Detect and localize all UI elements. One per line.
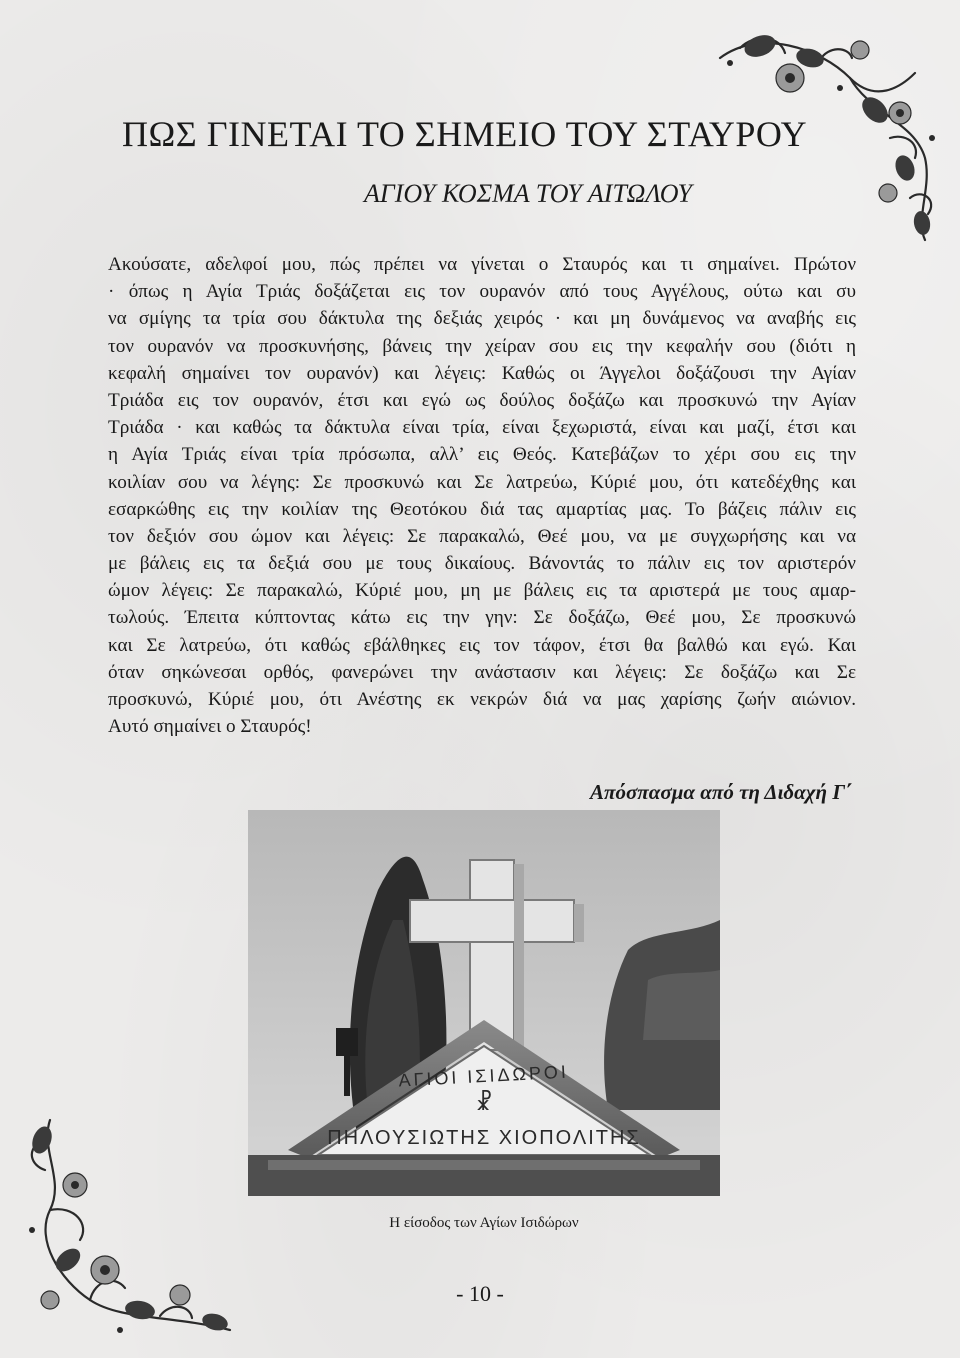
sign-center-text: ☧ <box>475 1090 493 1115</box>
page-subtitle: ΑΓΙΟΥ ΚΟΣΜΑ ΤΟΥ ΑΙΤΩΛΟΥ <box>364 179 692 208</box>
body-line: Αυτό σημαίνει ο Σταυρός! <box>108 716 312 738</box>
body-line: και Σε λατρεύω, ότι καθώς εβάλθηκες εις τον τάφον, έτσι θα βαλθώ και εγώ. Και <box>108 634 856 656</box>
sign-top-text: ΑΓΙΟΙ ΙΣΙΔΩΡΟΙ <box>398 1061 570 1091</box>
page-number: - 10 - <box>456 1281 504 1306</box>
body-line: εσαρκώθης εις την κοιλίαν της Θεοτόκου διά τας αμαρτίας μας. Το βάζεις πάλιν εις <box>108 498 856 520</box>
body-line: τον δεξιόν σου ώμον και λέγεις: Σε παρακαλώ, Θεέ μου, να με συγχωρήσης και να <box>108 525 856 547</box>
body-line: κοιλίαν σου να λέγης: Σε προσκυνώ και Σε λατρεύω, Κύριέ μου, ότι κατεδέχθης και <box>108 471 856 493</box>
attribution: Απόσπασμα από τη Διδαχή Γ΄ <box>590 780 852 804</box>
body-line: τωλούς. Έπειτα κύπτοντας κάτω εις την γην: Σε δοξάζω, Θεέ μου, Σε προσκυνώ <box>108 607 856 629</box>
photo-caption: Η είσοδος των Αγίων Ισιδώρων <box>389 1215 579 1231</box>
body-line: Τριάδα εις τον ουρανόν, έτσι και εγώ ως δούλος δοξάζω και προσκυνώ την Αγίαν <box>108 389 856 411</box>
body-line: τον ουρανόν να προσκυνήσης, βάνεις την χείραν σου εις την κεφαλήν σου (διότι η <box>108 335 856 357</box>
body-line: να σμίγης τα τρία σου δάκτυλα της δεξιάς χειρός · και μη δυνάμενος να αναβής εις <box>108 308 856 330</box>
body-line: · όπως η Αγία Τριάς δοξάζεται εις τον ουρανόν από τους Αγγέλους, ούτω και συ <box>108 281 856 303</box>
body-text <box>108 251 856 740</box>
body-line: κεφαλή σημαίνει τον ουρανόν) και λέγεις: Καθώς οι Άγγελοι δοξάζουσι την Αγίαν <box>108 362 856 384</box>
body-line: ώμον λέγεις: Σε παρακαλώ, Κύριέ μου, μη με βάλεις εις τα αριστερά με τους αμαρ- <box>108 580 856 602</box>
body-line: η Αγία Τριάς είναι τρία πρόσωπα, αλλ’ εις Θεός. Κατεβάζων το χέρι σου εις την <box>108 444 856 466</box>
body-line: όταν σηκώνεσαι ορθός, φανερώνει την ανάστασιν και λέγεις: Σε δοξάζω και Σε <box>108 661 856 683</box>
page-title: ΠΩΣ ΓΙΝΕΤΑΙ ΤΟ ΣΗΜΕΙΟ ΤΟΥ ΣΤΑΥΡΟΥ <box>122 114 808 154</box>
church-entrance-photo <box>248 810 720 1196</box>
photo-illustration <box>248 810 720 1196</box>
body-line: Ακούσατε, αδελφοί μου, πώς πρέπει να γίνεται ο Σταυρός και τι σημαίνει. Πρώτον <box>108 254 856 275</box>
body-line: προσκυνώ, Κύριέ μου, ότι Ανέστης εκ νεκρών διά να μας χαρίσης ζωήν αιώνιον. <box>108 689 856 710</box>
body-line: με βάλεις εις τα δεξιά σου με τους δικαίους. Βάνοντάς το πάλιν εις τον αριστερόν <box>108 553 856 575</box>
body-line: Τριάδα · και καθώς τα δάκτυλα είναι τρία, είναι ξεχωριστά, είναι και μαζί, έτσι και <box>108 417 856 439</box>
floral-ornament-bottom-left <box>20 1110 250 1342</box>
sign-bottom-text: ΠΗΛΟΥΣΙΩΤΗΣ ΧΙΟΠΟΛΙΤΗΣ <box>327 1127 641 1149</box>
